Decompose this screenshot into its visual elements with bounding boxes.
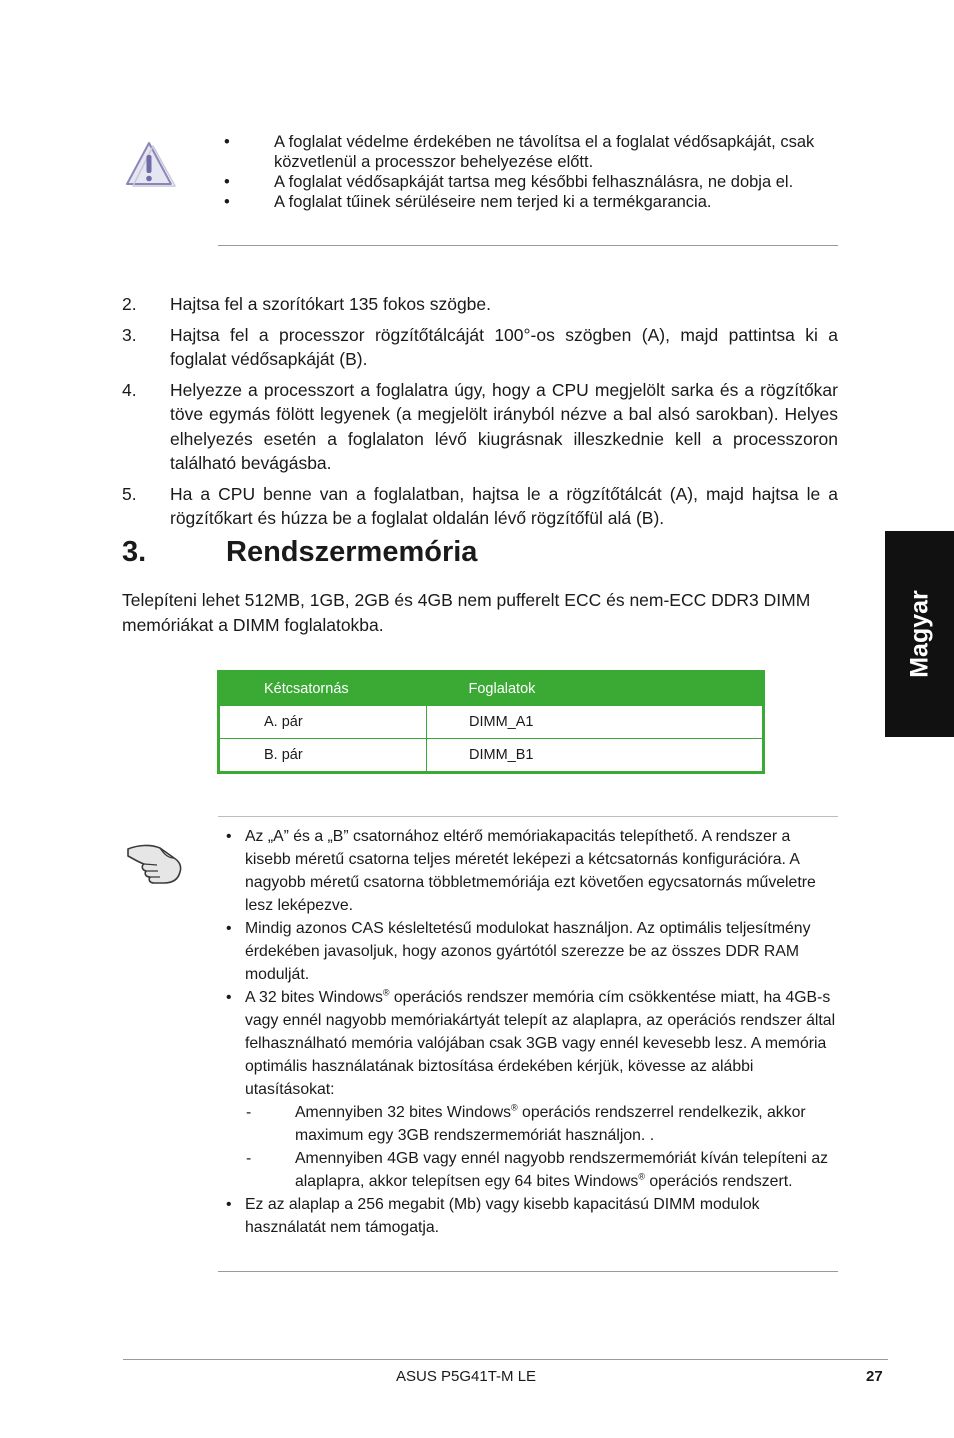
section-title	[122, 532, 477, 572]
table-row	[219, 739, 764, 773]
step-item	[122, 292, 838, 317]
bullet: •	[226, 828, 232, 845]
note-text: operációs rendszerrel rendelkezik, akkor maximum egy 3GB rendszermemóriát használjon. .	[295, 1104, 806, 1144]
step-text: Helyezze a processzort a foglalatra úgy, hogy a CPU megjelölt sarka és a rögzítőkar töve egymás fölött legyenek (a megjelölt irányból nézve a bal alsó sarokban). Helyes elhelyezés esetén a foglalaton lévő kiugrásnak illeszkednie kell a processzoron található bevágásba.	[170, 379, 838, 473]
table-cell: DIMM_B1	[427, 739, 764, 773]
registered-mark: ®	[638, 1171, 645, 1182]
notes-list	[226, 825, 838, 1239]
registered-mark: ®	[511, 1102, 518, 1113]
page-number: 27	[866, 1368, 883, 1385]
bullet: •	[226, 989, 232, 1006]
list-item	[218, 132, 838, 172]
list-item	[218, 192, 838, 212]
table-cell: B. pár	[219, 739, 427, 773]
caution-text: A foglalat védősapkáját tartsa meg későbbi felhasználásra, ne dobja el.	[274, 173, 794, 191]
bullet: •	[224, 133, 230, 151]
caution-text: A foglalat védelme érdekében ne távolítsa el a foglalat védősapkáját, csak közvetlenül a processzor behelyezése előtt.	[274, 133, 815, 171]
note-text: Mindig azonos CAS késleltetésű modulokat használjon. Az optimális teljesítmény érdekében javasoljuk, hogy azonos gyártótól szerezze be az összes DDR RAM modulját.	[245, 920, 811, 983]
step-text: Ha a CPU benne van a foglalatban, hajtsa le a rögzítőtálcát (A), majd hajtsa le a rögzítőkart és húzza be a foglalat oldalán lévő rögzítőfül alá (B).	[170, 483, 838, 528]
note-text: Ez az alaplap a 256 megabit (Mb) vagy kisebb kapacitású DIMM modulok használatát nem támogatja.	[245, 1196, 760, 1236]
divider	[218, 245, 838, 246]
bullet: •	[224, 173, 230, 191]
language-side-tab	[885, 531, 954, 737]
list-item	[226, 917, 838, 986]
table-cell: DIMM_A1	[427, 706, 764, 739]
language-label: Magyar	[905, 590, 933, 678]
dash: -	[246, 1150, 252, 1167]
caution-text: A foglalat tűinek sérüléseire nem terjed ki a termékgarancia.	[274, 193, 712, 211]
step-text: Hajtsa fel a szorítókart 135 fokos szögbe.	[170, 294, 491, 314]
bullet: •	[226, 1196, 232, 1213]
dimm-table	[217, 670, 765, 774]
table-cell: A. pár	[219, 706, 427, 739]
step-number: 4.	[122, 379, 137, 400]
note-text: A 32 bites Windows	[245, 989, 383, 1006]
steps-list	[122, 292, 838, 537]
dash: -	[246, 1104, 252, 1121]
list-item	[218, 172, 838, 192]
step-number: 5.	[122, 483, 137, 504]
step-text: Hajtsa fel a processzor rögzítőtálcáját 100°-os szögben (A), majd pattintsa ki a foglalat védősapkáját (B).	[170, 324, 838, 369]
step-item	[122, 378, 838, 476]
section-number: 3.	[122, 536, 147, 568]
table-header: Kétcsatornás	[219, 672, 427, 706]
section-heading: Rendszermemória	[226, 536, 478, 568]
note-text: Amennyiben 32 bites Windows	[295, 1104, 512, 1121]
caution-list	[218, 132, 838, 212]
step-number: 2.	[122, 294, 137, 314]
note-text: Az „A” és a „B” csatornához eltérő memóriakapacitás telepíthető. A rendszer a kisebb méretű csatorna teljes méretét leképezi a kétcsatornás konfigurációra. A nagyobb méretű csatorna többletmemóriája ezt követően egycsatornás műveletre lesz leképezve.	[245, 828, 816, 914]
note-text: operációs rendszert.	[644, 1173, 793, 1190]
footer-product: ASUS P5G41T-M LE	[396, 1368, 537, 1385]
note-text: operációs rendszer memória cím csökkentése miatt, ha 4GB-s vagy ennél nagyobb memóriakártyát telepít az alaplapra, az operációs rendszer által felhasználható memória valójában csak 3GB vagy ennél kevesebb lesz. A memória optimális használatának biztosítása érdekében kérjük, kövesse az alábbi utasításokat:	[245, 989, 836, 1098]
list-item	[226, 1193, 838, 1239]
list-item	[226, 986, 838, 1193]
warning-triangle-icon	[123, 138, 177, 188]
step-item	[122, 323, 838, 372]
divider	[218, 1271, 838, 1272]
bullet: •	[226, 920, 232, 937]
sub-list-item	[245, 1101, 838, 1147]
step-number: 3.	[122, 324, 137, 345]
pointing-hand-icon	[124, 836, 186, 890]
note-text: Amennyiben 4GB vagy ennél nagyobb rendszermemóriát kíván telepíteni az alaplapra, akkor telepítsen egy 64 bites Windows	[295, 1150, 829, 1190]
list-item	[226, 825, 838, 917]
table-header-row	[219, 672, 764, 706]
table-header: Foglalatok	[427, 672, 764, 706]
divider	[218, 816, 838, 817]
step-item	[122, 482, 838, 531]
sub-list-item	[245, 1147, 838, 1193]
footer-divider	[123, 1359, 888, 1360]
intro-paragraph: Telepíteni lehet 512MB, 1GB, 2GB és 4GB nem pufferelt ECC és nem-ECC DDR3 DIMM memóriákat a DIMM foglalatokba.	[122, 590, 811, 635]
registered-mark: ®	[382, 987, 390, 998]
sub-list	[245, 1101, 838, 1193]
bullet: •	[224, 193, 230, 211]
table-row	[219, 706, 764, 739]
